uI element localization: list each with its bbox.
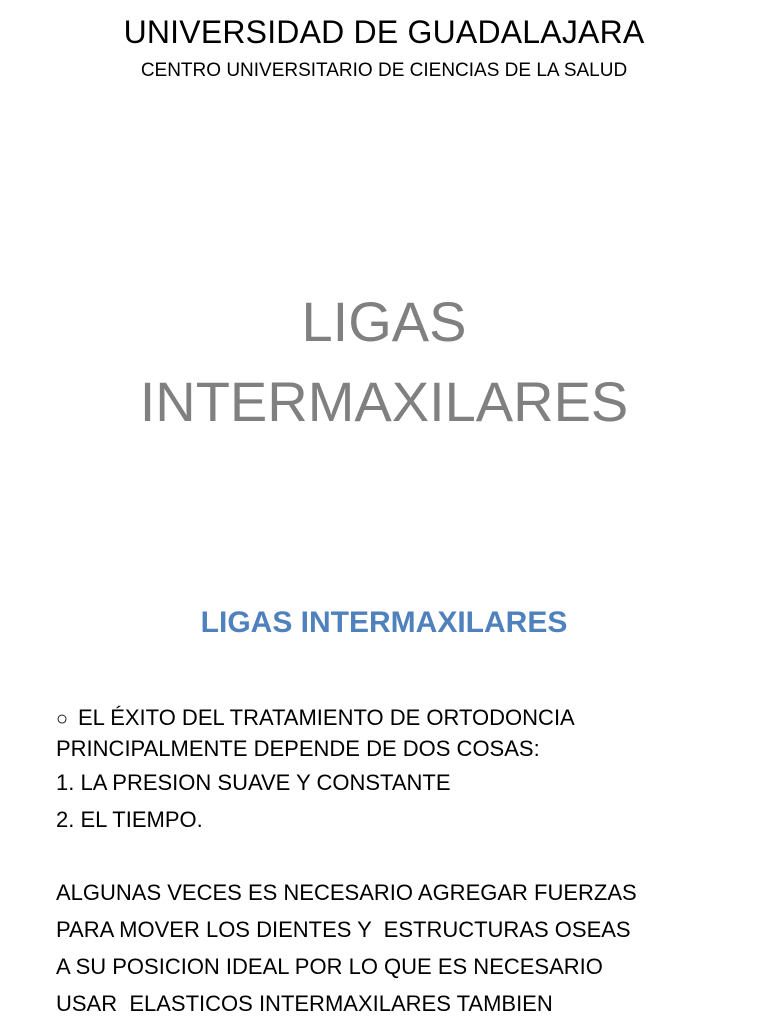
list-item-2: 2. EL TIEMPO. <box>56 807 203 832</box>
content-slide <box>0 560 768 1024</box>
paragraph-line-4: USAR ELASTICOS INTERMAXILARES TAMBIEN <box>56 991 553 1016</box>
spacer <box>56 838 736 874</box>
slide-body <box>56 703 736 1022</box>
title-line-1: LIGAS <box>301 290 467 353</box>
slide-title: LIGAS INTERMAXILARES <box>200 606 568 639</box>
title-line-2: INTERMAXILARES <box>139 370 629 433</box>
paragraph-line-3: A SU POSICION IDEAL POR LO QUE ES NECESARIO <box>56 954 603 979</box>
presentation-title <box>0 282 768 442</box>
bullet-text-line-1: EL ÉXITO DEL TRATAMIENTO DE ORTODONCIA <box>78 705 575 730</box>
bullet-text-line-2: PRINCIPALMENTE DEPENDE DE DOS COSAS: <box>56 736 540 761</box>
list-item-1: 1. LA PRESION SUAVE Y CONSTANTE <box>56 770 451 795</box>
paragraph-line-2: PARA MOVER LOS DIENTES Y ESTRUCTURAS OSEAS <box>56 917 631 942</box>
university-name: UNIVERSIDAD DE GUADALAJARA <box>123 14 645 50</box>
bullet-circle-icon: ○ <box>56 708 69 730</box>
center-name: CENTRO UNIVERSITARIO DE CIENCIAS DE LA SALUD <box>140 60 628 81</box>
paragraph-line-1: ALGUNAS VECES ES NECESARIO AGREGAR FUERZAS <box>56 880 637 905</box>
bullet-point <box>56 703 736 764</box>
